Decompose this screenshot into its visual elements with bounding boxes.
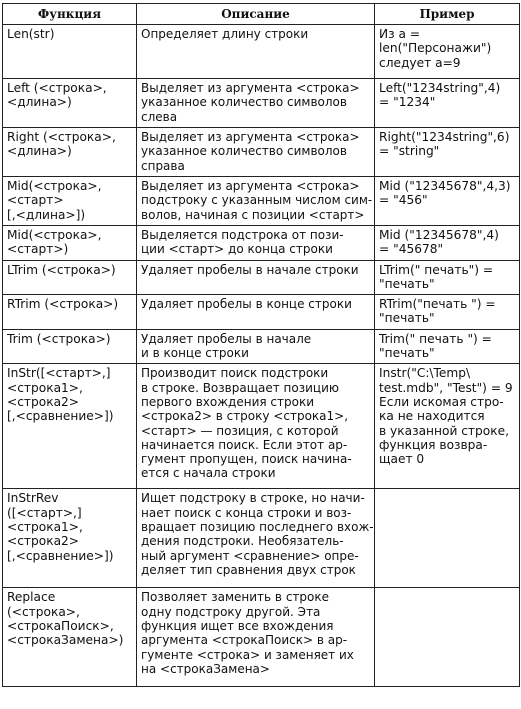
- description-cell-line: Выделяет из аргумента <строка>: [141, 179, 360, 193]
- example-cell-line: щает 0: [379, 452, 425, 467]
- description-cell: [137, 128, 375, 177]
- example-cell-line: RTrim("печать ") =: [379, 297, 496, 312]
- example-cell: [375, 177, 520, 226]
- description-cell-line: ный аргумент <сравнение> опре-: [141, 548, 359, 563]
- function-cell: [3, 177, 137, 226]
- example-cell-line: "печать": [379, 346, 435, 361]
- function-cell-line: <строка1>,: [7, 519, 83, 534]
- header-description: Описание: [137, 4, 375, 25]
- function-cell-line: <длина>): [7, 95, 72, 110]
- function-cell-line: InStr([<старт>,]: [7, 366, 111, 381]
- header-function: Функция: [3, 4, 137, 25]
- table-row: [3, 364, 520, 489]
- function-cell-line: Mid(<строка>,: [7, 228, 102, 242]
- example-cell: [375, 79, 520, 128]
- table-row: [3, 329, 520, 364]
- description-cell-line: Удаляет пробелы в начале строки: [141, 262, 359, 277]
- example-cell-line: = "1234": [379, 95, 436, 110]
- function-cell-line: Len(str): [7, 27, 55, 41]
- description-cell-line: ется с начала строки: [141, 466, 276, 481]
- example-cell: [375, 489, 520, 588]
- description-cell: [137, 25, 375, 79]
- function-cell: [3, 128, 137, 177]
- description-cell-line: Позволяет заменить в строке: [141, 590, 329, 605]
- description-cell: [137, 588, 375, 687]
- function-cell: [3, 260, 137, 295]
- function-cell: [3, 295, 137, 330]
- function-cell: [3, 25, 137, 79]
- example-cell: [375, 364, 520, 489]
- example-cell-line: следует a=9: [379, 55, 461, 70]
- function-cell-line: <длина>): [7, 144, 72, 159]
- example-cell-line: Mid ("12345678",4,3): [379, 179, 511, 193]
- function-cell: [3, 79, 137, 128]
- function-cell-line: <строка2>: [7, 394, 80, 409]
- example-cell-line: Trim(" печать ") =: [379, 331, 492, 346]
- description-cell: [137, 260, 375, 295]
- description-cell-line: нает поиск с конца строки и воз-: [141, 505, 352, 520]
- example-cell: [375, 329, 520, 364]
- description-cell: [137, 489, 375, 588]
- example-cell-line: Left("1234string",4): [379, 81, 501, 95]
- function-cell-line: [,<сравнение>]): [7, 548, 114, 563]
- description-cell-line: <строка2> в строку <строка1>,: [141, 409, 349, 424]
- description-cell-line: Выделяется подстрока от пози-: [141, 228, 344, 242]
- example-cell-line: len("Персонажи"): [379, 41, 492, 56]
- example-cell: [375, 25, 520, 79]
- description-cell-line: Выделяет из аргумента <строка>: [141, 130, 360, 144]
- function-cell-line: (<строка>,: [7, 604, 80, 619]
- description-cell-line: Удаляет пробелы в начале: [141, 331, 312, 346]
- function-cell-line: ([<старт>,]: [7, 505, 82, 520]
- example-cell-line: "печать": [379, 276, 435, 291]
- table-row: [3, 295, 520, 330]
- description-cell-line: <старт> — позиция, с которой: [141, 423, 339, 438]
- function-cell: [3, 329, 137, 364]
- description-cell-line: ции <старт> до конца строки: [141, 242, 333, 257]
- description-cell-line: Удаляет пробелы в конце строки: [141, 297, 352, 312]
- description-cell-line: Ищет подстроку в строке, но начи-: [141, 491, 365, 506]
- description-cell-line: волов, начиная с позиции <старт>: [141, 207, 365, 222]
- example-cell-line: функция возвра-: [379, 437, 488, 452]
- table-row: [3, 489, 520, 588]
- description-cell-line: указанное количество символов: [141, 95, 347, 110]
- description-cell-line: справа: [141, 158, 185, 173]
- function-cell: [3, 489, 137, 588]
- description-cell: [137, 177, 375, 226]
- description-cell-line: функция ищет все вхождения: [141, 618, 334, 633]
- example-cell-line: "печать": [379, 311, 435, 326]
- description-cell: [137, 329, 375, 364]
- example-cell-line: Mid ("12345678",4): [379, 228, 499, 242]
- example-cell-line: LTrim(" печать") =: [379, 262, 494, 277]
- description-cell-line: слева: [141, 109, 178, 124]
- description-cell: [137, 79, 375, 128]
- table-row: [3, 177, 520, 226]
- example-cell-line: Instr("C:\Temp\: [379, 366, 471, 381]
- function-cell-line: <строкаПоиск>,: [7, 618, 114, 633]
- description-cell-line: Выделяет из аргумента <строка>: [141, 81, 360, 95]
- function-cell-line: <строка1>,: [7, 380, 83, 395]
- function-cell: [3, 226, 137, 261]
- example-cell: [375, 588, 520, 687]
- description-cell-line: Производит поиск подстроки: [141, 366, 329, 381]
- description-cell-line: деляет тип сравнения двух строк: [141, 562, 356, 577]
- example-cell: [375, 226, 520, 261]
- function-cell-line: Mid(<строка>,: [7, 179, 102, 193]
- function-cell-line: [,<длина>]): [7, 207, 86, 222]
- function-cell-line: [,<сравнение>]): [7, 409, 114, 424]
- example-cell-line: ка не находится: [379, 409, 485, 424]
- function-cell-line: Right (<строка>,: [7, 130, 116, 144]
- function-cell-line: Left (<строка>,: [7, 81, 107, 95]
- function-cell: [3, 588, 137, 687]
- example-cell-line: Из a =: [379, 27, 421, 41]
- function-cell-line: RTrim (<строка>): [7, 297, 119, 312]
- function-cell-line: <строка2>: [7, 534, 80, 549]
- function-cell-line: InStrRev: [7, 491, 59, 506]
- description-cell-line: начинается поиск. Если этот ар-: [141, 437, 348, 452]
- example-cell-line: = "456": [379, 193, 428, 208]
- header-example: Пример: [375, 4, 520, 25]
- description-cell-line: одну подстроку другой. Эта: [141, 604, 321, 619]
- example-cell-line: в указанной строке,: [379, 423, 509, 438]
- table-row: [3, 128, 520, 177]
- description-cell-line: подстроку с указанным числом сим-: [141, 193, 373, 208]
- description-cell-line: дения подстроки. Необязатель-: [141, 534, 344, 549]
- description-cell-line: вращает позицию последнего вхож-: [141, 519, 374, 534]
- function-cell-line: Trim (<строка>): [7, 331, 111, 346]
- description-cell: [137, 364, 375, 489]
- table-row: [3, 588, 520, 687]
- table-header-row: [3, 4, 520, 25]
- function-cell-line: Replace: [7, 590, 56, 605]
- example-cell-line: = "45678": [379, 242, 444, 257]
- description-cell-line: гументе <строка> и заменяет их: [141, 647, 354, 662]
- function-cell-line: <старт>): [7, 242, 69, 257]
- example-cell: [375, 295, 520, 330]
- description-cell-line: и в конце строки: [141, 346, 249, 361]
- description-cell: [137, 226, 375, 261]
- table-row: [3, 79, 520, 128]
- table-row: [3, 226, 520, 261]
- description-cell-line: гумент пропущен, поиск начина-: [141, 452, 352, 467]
- example-cell: [375, 128, 520, 177]
- example-cell-line: Если искомая стро-: [379, 394, 504, 409]
- function-cell-line: <старт>: [7, 193, 64, 208]
- description-cell-line: первого вхождения строки: [141, 394, 314, 409]
- table-row: [3, 260, 520, 295]
- description-cell-line: указанное количество символов: [141, 144, 347, 159]
- example-cell-line: = "string": [379, 144, 440, 159]
- description-cell-line: аргумента <строкаПоиск> в ар-: [141, 633, 348, 648]
- description-cell-line: Определяет длину строки: [141, 27, 309, 41]
- functions-table: [2, 3, 520, 687]
- function-cell-line: LTrim (<строка>): [7, 262, 116, 277]
- example-cell-line: Right("1234string",6): [379, 130, 510, 144]
- function-cell-line: <строкаЗамена>): [7, 633, 124, 648]
- example-cell: [375, 260, 520, 295]
- function-cell: [3, 364, 137, 489]
- example-cell-line: test.mdb", "Test") = 9: [379, 380, 513, 395]
- description-cell: [137, 295, 375, 330]
- table-row: [3, 25, 520, 79]
- description-cell-line: на <строкаЗамена>: [141, 661, 270, 676]
- description-cell-line: в строке. Возвращает позицию: [141, 380, 339, 395]
